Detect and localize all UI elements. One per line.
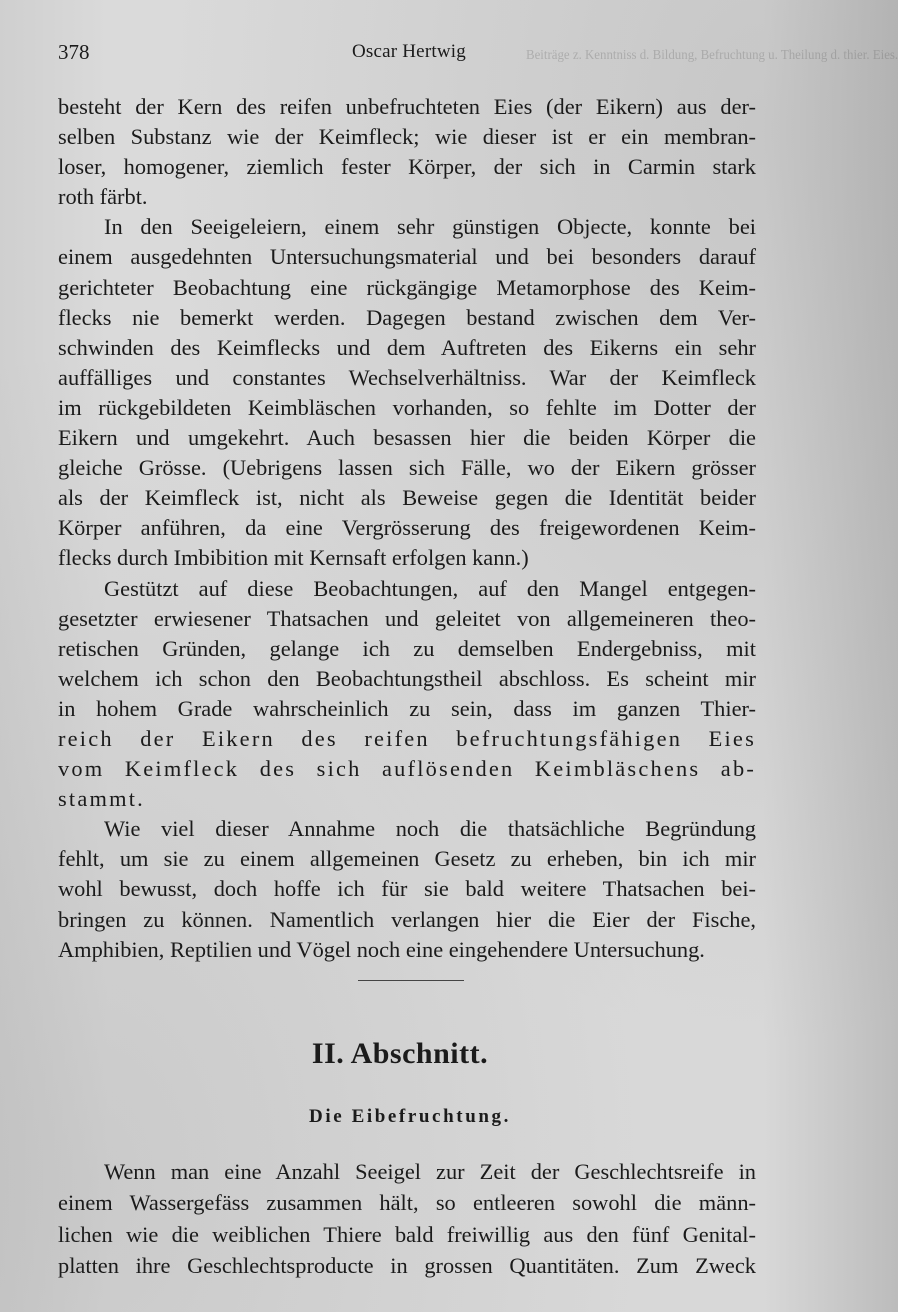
running-head bbox=[58, 40, 898, 70]
bleed-through-text: Beiträge z. Kenntniss d. Bildung, Befruchtung u. Theilung d. thier. Eies. bbox=[526, 48, 898, 63]
text-line: welchem ich schon den Beobachtungstheil abschloss. Es scheint mir bbox=[58, 665, 756, 691]
text-line: fehlt, um sie zu einem allgemeinen Gesetz zu erheben, bin ich mir bbox=[58, 846, 756, 872]
text-line: lichen wie die weiblichen Thiere bald freiwillig aus den fünf Genital- bbox=[58, 1221, 756, 1247]
text-line: gleiche Grösse. (Uebrigens lassen sich Fälle, wo der Eikern grösser bbox=[58, 455, 756, 481]
running-head-author: Oscar Hertwig bbox=[352, 41, 466, 62]
section-divider bbox=[358, 980, 464, 981]
text-line: gesetzter erwiesener Thatsachen und geleitet von allgemeineren theo- bbox=[58, 605, 756, 631]
text-line: gerichteter Beobachtung eine rückgängige Metamorphose des Keim- bbox=[58, 274, 756, 300]
text-line: im rückgebildeten Keimbläschen vorhanden, so fehlte im Dotter der bbox=[58, 394, 756, 420]
text-line: wohl bewusst, doch hoffe ich für sie bald weitere Thatsachen bei- bbox=[58, 876, 756, 902]
body-text-top bbox=[58, 92, 756, 965]
text-line: retischen Gründen, gelange ich zu demselben Endergebniss, mit bbox=[58, 635, 756, 661]
text-line: loser, homogener, ziemlich fester Körper, der sich in Carmin stark bbox=[58, 154, 756, 180]
text-line: Wenn man eine Anzahl Seeigel zur Zeit der Geschlechtsreife in bbox=[104, 1159, 756, 1184]
text-line: selben Substanz wie der Keimfleck; wie dieser ist er ein membran- bbox=[58, 124, 756, 150]
text-line: einem Wassergefäss zusammen hält, so entleeren sowohl die männ- bbox=[58, 1190, 756, 1216]
page-number: 378 bbox=[58, 40, 90, 64]
text-line: einem ausgedehnten Untersuchungsmaterial und bei besonders darauf bbox=[58, 244, 756, 270]
text-line: roth färbt. bbox=[58, 184, 148, 210]
text-line: Wie viel dieser Annahme noch die thatsächliche Begründung bbox=[104, 816, 756, 842]
body-text-bottom bbox=[58, 1156, 756, 1281]
text-line: flecks durch Imbibition mit Kernsaft erfolgen kann.) bbox=[58, 545, 529, 571]
text-line: platten ihre Geschlechtsproducte in grossen Quantitäten. Zum Zweck bbox=[58, 1252, 756, 1278]
text-line: Körper anführen, da eine Vergrösserung des freigewordenen Keim- bbox=[58, 515, 756, 541]
emphasized-line: vom Keimfleck des sich auflösenden Keimbläschens ab- bbox=[58, 756, 756, 782]
section-title: II. Abschnitt. bbox=[311, 1037, 489, 1070]
text-line: schwinden des Keimflecks und dem Auftreten des Eikerns ein sehr bbox=[58, 334, 756, 360]
section-subtitle: Die Eibefruchtung. bbox=[309, 1106, 511, 1127]
emphasized-line: reich der Eikern des reifen befruchtungsfähigen Eies bbox=[58, 725, 756, 751]
text-line: Eikern und umgekehrt. Auch besassen hier die beiden Körper die bbox=[58, 425, 756, 451]
text-line: besteht der Kern des reifen unbefruchteten Eies (der Eikern) aus der- bbox=[58, 94, 756, 119]
text-line: Amphibien, Reptilien und Vögel noch eine eingehendere Untersuchung. bbox=[58, 936, 705, 962]
text-line: als der Keimfleck ist, nicht als Beweise gegen die Identität beider bbox=[58, 485, 756, 511]
text-line: flecks nie bemerkt werden. Dagegen bestand zwischen dem Ver- bbox=[58, 304, 756, 330]
text-line: bringen zu können. Namentlich verlangen hier die Eier der Fische, bbox=[58, 906, 756, 932]
text-line: auffälliges und constantes Wechselverhältniss. War der Keimfleck bbox=[58, 364, 756, 390]
emphasized-line: stammt. bbox=[58, 786, 145, 812]
text-line: in hohem Grade wahrscheinlich zu sein, dass im ganzen Thier- bbox=[58, 695, 756, 721]
text-line: Gestützt auf diese Beobachtungen, auf den Mangel entgegen- bbox=[104, 575, 756, 601]
text-line: In den Seeigeleiern, einem sehr günstigen Objecte, konnte bei bbox=[104, 214, 756, 240]
